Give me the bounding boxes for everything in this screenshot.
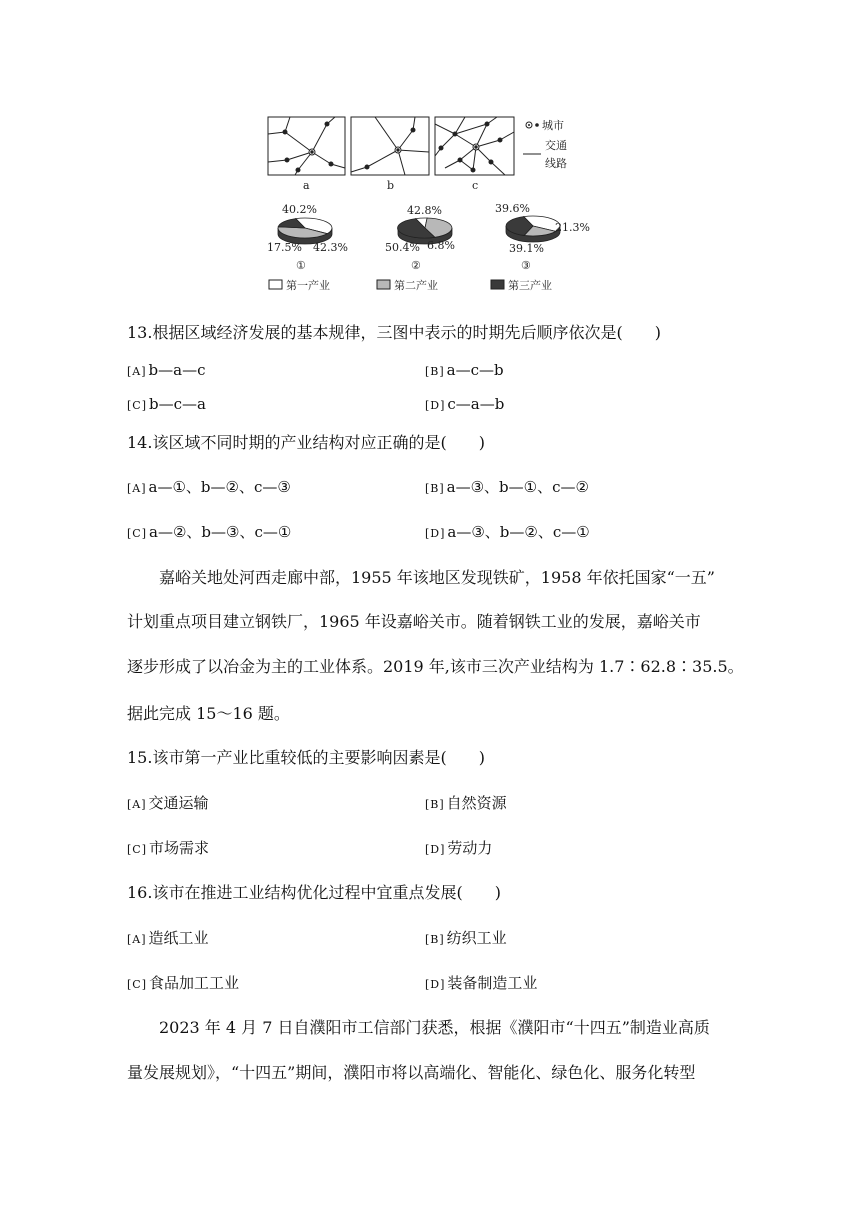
pie3-label-right: 21.3% [555,221,590,234]
q14-option-d[interactable]: [D] a—③、b—②、c—① [425,523,590,541]
legend-primary-label: 第一产业 [286,279,330,292]
legend-primary-swatch [269,280,282,289]
figure-svg [265,112,595,302]
q14-option-c[interactable]: [C] a—②、b—③、c—① [127,523,292,541]
pie2-label-top: 42.8% [407,204,442,217]
q16-option-c[interactable]: [C] 食品加工工业 [127,974,240,992]
map-a [268,117,345,175]
map-c [435,117,514,175]
map-legend [523,119,567,170]
map-b-label: b [387,179,395,192]
legend-road-label-1: 交通 [545,139,567,152]
passage1-line2: 计划重点项目建立钢铁厂，1965 年设嘉峪关市。随着钢铁工业的发展，嘉峪关市 [127,612,701,631]
q13-option-a[interactable]: [A] b—a—c [127,361,206,379]
q16-option-d[interactable]: [D] 装备制造工业 [425,974,538,992]
pie3-id: ③ [521,259,531,272]
figure-maps-and-pies [265,112,595,302]
legend-city-label: 城市 [542,119,564,132]
q13-option-c[interactable]: [C] b—c—a [127,395,206,413]
q15-option-a[interactable]: [A] 交通运输 [127,794,209,812]
map-c-label: c [472,179,479,192]
question-16-stem: 16.该市在推进工业结构优化过程中宜重点发展( ) [127,883,501,902]
pie2-label-bottom-right: 6.8% [427,239,455,252]
pie-chart-3 [506,216,560,242]
pie1-id: ① [296,259,306,272]
pie1-label-bottom-right: 42.3% [313,241,348,254]
map-a-label: a [303,179,310,192]
passage1-line1: 嘉峪关地处河西走廊中部，1955 年该地区发现铁矿，1958 年依托国家“一五” [127,568,715,587]
map-b [351,117,429,175]
industry-legend [269,278,552,292]
pie1-label-bottom-left: 17.5% [267,241,302,254]
q14-option-b[interactable]: [B] a—③、b—①、c—② [425,478,589,496]
passage2-line1: 2023 年 4 月 7 日自濮阳市工信部门获悉，根据《濮阳市“十四五”制造业高质 [127,1018,710,1037]
q16-option-a[interactable]: [A] 造纸工业 [127,929,209,947]
question-13-stem: 13.根据区域经济发展的基本规律，三图中表示的时期先后顺序依次是( ) [127,323,661,342]
pie3-label-top: 39.6% [495,202,530,215]
legend-tertiary-label: 第三产业 [508,279,552,292]
legend-secondary-label: 第二产业 [394,279,438,292]
q15-option-b[interactable]: [B] 自然资源 [425,794,507,812]
pie3-label-bottom: 39.1% [509,242,544,255]
q13-option-b[interactable]: [B] a—c—b [425,361,504,379]
q15-option-d[interactable]: [D] 劳动力 [425,839,493,857]
question-15-stem: 15.该市第一产业比重较低的主要影响因素是( ) [127,748,485,767]
legend-road-label-2: 线路 [545,157,567,170]
q13-option-d[interactable]: [D] c—a—b [425,395,505,413]
q16-option-b[interactable]: [B] 纺织工业 [425,929,507,947]
pie2-label-bottom-left: 50.4% [385,241,420,254]
q15-option-c[interactable]: [C] 市场需求 [127,839,210,857]
legend-tertiary-swatch [491,280,504,289]
passage2-line2: 量发展规划》，“十四五”期间，濮阳市将以高端化、智能化、绿色化、服务化转型 [127,1063,696,1082]
legend-secondary-swatch [377,280,390,289]
question-14-stem: 14.该区域不同时期的产业结构对应正确的是( ) [127,433,485,452]
pie-charts [278,216,560,244]
pie2-id: ② [411,259,421,272]
q14-option-a[interactable]: [A] a—①、b—②、c—③ [127,478,291,496]
passage1-line4: 据此完成 15～16 题。 [127,704,290,723]
passage1-line3: 逐步形成了以冶金为主的工业体系。2019 年,该市三次产业结构为 1.7∶62.8∶35.5。 [127,657,744,676]
pie1-label-top: 40.2% [282,203,317,216]
